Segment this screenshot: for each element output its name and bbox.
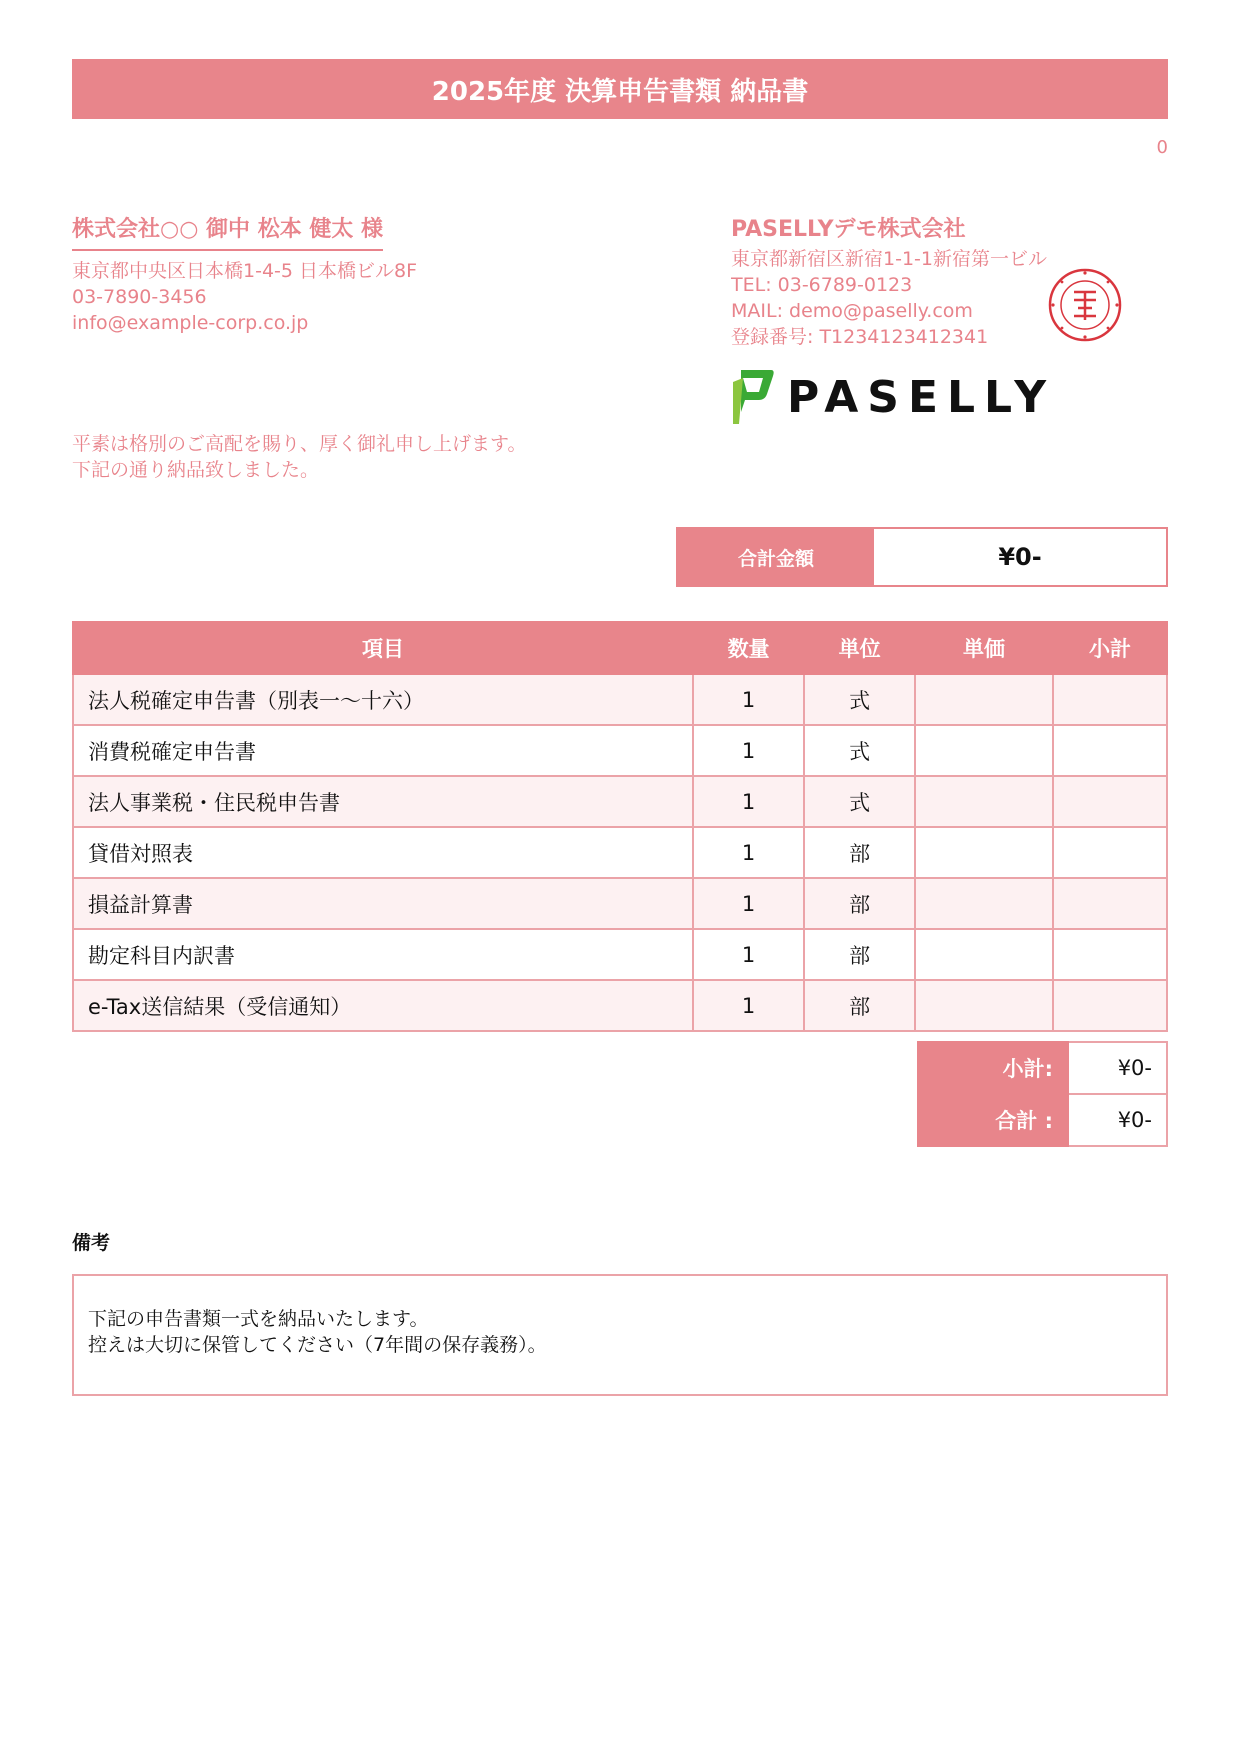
row-unit: 部 xyxy=(804,878,915,929)
row-qty: 1 xyxy=(693,878,804,929)
total-amount-value: ¥0- xyxy=(998,543,1042,571)
total-amount-box xyxy=(676,527,1168,587)
header-price: 単価 xyxy=(915,622,1053,674)
total-amount-label: 合計金額 xyxy=(678,529,874,585)
table-row xyxy=(73,674,1167,725)
company-mail: MAIL: demo@paselly.com xyxy=(731,300,973,322)
row-item: e-Tax送信結果（受信通知） xyxy=(73,980,693,1031)
greeting-line: 下記の通り納品致しました。 xyxy=(72,459,320,481)
row-unit: 式 xyxy=(804,674,915,725)
client-phone: 03-7890-3456 xyxy=(72,286,207,308)
row-qty: 1 xyxy=(693,776,804,827)
row-price xyxy=(915,878,1053,929)
row-item: 消費税確定申告書 xyxy=(73,725,693,776)
row-price xyxy=(915,776,1053,827)
header-qty: 数量 xyxy=(693,622,804,674)
client-info xyxy=(72,258,417,336)
company-address: 東京都新宿区新宿1-1-1新宿第一ビル xyxy=(731,248,1047,270)
header-unit: 単位 xyxy=(804,622,915,674)
row-unit: 部 xyxy=(804,827,915,878)
summary-subtotal-value: ¥0- xyxy=(1068,1042,1167,1094)
summary-table xyxy=(917,1041,1168,1147)
summary-subtotal-row xyxy=(918,1042,1167,1094)
row-price xyxy=(915,980,1053,1031)
logo-wordmark: PASELLY xyxy=(787,371,1056,423)
company-seal-icon xyxy=(1048,268,1122,342)
company-name: PASELLYデモ株式会社 xyxy=(731,217,966,242)
table-row xyxy=(73,725,1167,776)
summary-total-label: 合計 : xyxy=(918,1094,1068,1146)
row-price xyxy=(915,725,1053,776)
row-qty: 1 xyxy=(693,980,804,1031)
row-subtotal xyxy=(1053,878,1167,929)
notes-line: 下記の申告書類一式を納品いたします。 xyxy=(88,1308,429,1330)
items-header-row xyxy=(73,622,1167,674)
row-qty: 1 xyxy=(693,725,804,776)
row-item: 勘定科目内訳書 xyxy=(73,929,693,980)
row-item: 法人税確定申告書（別表一〜十六） xyxy=(73,674,693,725)
company-registration: 登録番号: T1234123412341 xyxy=(731,326,989,348)
row-item: 法人事業税・住民税申告書 xyxy=(73,776,693,827)
row-price xyxy=(915,674,1053,725)
row-qty: 1 xyxy=(693,929,804,980)
row-qty: 1 xyxy=(693,827,804,878)
summary-subtotal-label: 小計: xyxy=(918,1042,1068,1094)
row-subtotal xyxy=(1053,980,1167,1031)
notes-box xyxy=(72,1274,1168,1396)
row-unit: 部 xyxy=(804,980,915,1031)
row-subtotal xyxy=(1053,725,1167,776)
row-item: 損益計算書 xyxy=(73,878,693,929)
client-address: 東京都中央区日本橋1-4-5 日本橋ビル8F xyxy=(72,260,418,282)
row-unit: 部 xyxy=(804,929,915,980)
row-price xyxy=(915,827,1053,878)
company-tel: TEL: 03-6789-0123 xyxy=(731,274,913,296)
row-item: 貸借対照表 xyxy=(73,827,693,878)
table-row xyxy=(73,776,1167,827)
row-unit: 式 xyxy=(804,725,915,776)
items-table xyxy=(72,621,1168,1032)
row-subtotal xyxy=(1053,674,1167,725)
row-unit: 式 xyxy=(804,776,915,827)
company-logo xyxy=(731,365,1055,429)
greeting xyxy=(72,431,526,483)
table-row xyxy=(73,827,1167,878)
summary-total-value: ¥0- xyxy=(1068,1094,1167,1146)
summary-total-row xyxy=(918,1094,1167,1146)
client-name: 株式会社○○ 御中 松本 健太 様 xyxy=(72,212,383,251)
leaf-logo-icon xyxy=(731,368,775,426)
row-subtotal xyxy=(1053,776,1167,827)
greeting-line: 平素は格別のご高配を賜り、厚く御礼申し上げます。 xyxy=(72,433,527,455)
document-title: 2025年度 決算申告書類 納品書 xyxy=(72,59,1168,119)
notes-label: 備考 xyxy=(72,1232,111,1254)
row-price xyxy=(915,929,1053,980)
header-item: 項目 xyxy=(73,622,693,674)
table-row xyxy=(73,980,1167,1031)
row-subtotal xyxy=(1053,827,1167,878)
notes-line: 控えは大切に保管してください（7年間の保存義務）。 xyxy=(88,1334,547,1356)
document-number: 0 xyxy=(1156,137,1168,158)
company-info xyxy=(731,246,1051,350)
client-email: info@example-corp.co.jp xyxy=(72,312,309,334)
row-qty: 1 xyxy=(693,674,804,725)
row-subtotal xyxy=(1053,929,1167,980)
header-subtotal: 小計 xyxy=(1053,622,1167,674)
table-row xyxy=(73,878,1167,929)
table-row xyxy=(73,929,1167,980)
